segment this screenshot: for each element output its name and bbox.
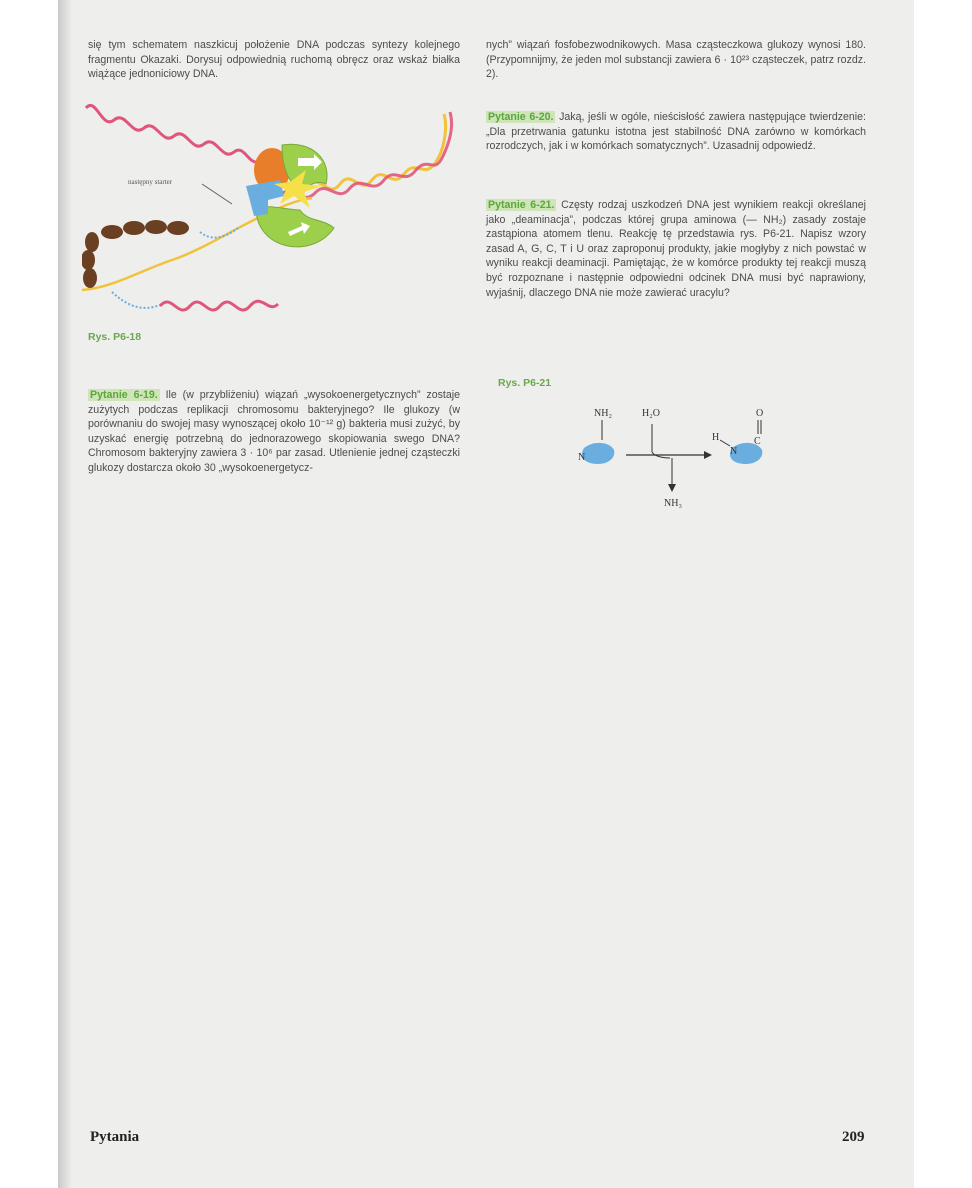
left-column-intro [88,38,460,82]
right-o: O [756,408,764,419]
blue-primer-dotted [112,292,160,308]
q19-label: Pytanie 6-19. [90,389,158,401]
footer-section-title: Pytania [90,1129,140,1145]
ammonia-arrowhead [668,484,676,492]
ammonia-label: NH₃ [664,498,682,509]
right-nh-bond [720,440,730,446]
water-label: H₂O [642,408,660,419]
question-6-20 [486,110,866,154]
right-h: H [712,432,720,443]
pink-strand-top [86,105,258,162]
question-6-21 [486,198,866,300]
left-nh2: NH₂ [594,408,612,419]
page-gutter-shadow [58,0,72,1188]
label-pointer [202,184,232,204]
intro-paragraph: się tym schematem naszkicuj położenie DNA podczas syntezy kolejnego fragmentu Okazaki. Dorysuj odpowiednią ruchomą obręcz oraz wskaż białka wiążące jednoniciowy DNA. [88,39,460,81]
q21-text: Częsty rodzaj uszkodzeń DNA jest wynikiem reakcji określanej jako „deaminacja”, podczas której grupa aminowa (— NH₂) zasady zostaje zastąpiona atomem tlenu. Reakcję tę przedstawia rys. P6-21. Napisz wzory zasad A, G, C, T i U oraz zaproponuj produkty, jakie mogłyby z nich powstać w wyniku reakcji deaminacji. Pamiętając, że w komórce produkty tej reakcji muszą być rozpoznane i następnie odpowiedni odcinek DNA musi być naprawiony, wyjaśnij, dlaczego DNA nie może zawierać uracylu? [486,199,866,299]
question-6-19 [88,388,460,476]
figure-p6-21-deamination [570,400,790,510]
pink-strand-bottom [160,301,278,310]
right-c: C [754,436,761,447]
figure-caption-p6-18: Rys. P6-18 [88,331,142,343]
figure-caption-p6-21: Rys. P6-21 [498,377,552,389]
left-n: N [578,452,586,463]
q19-text: Ile (w przybliżeniu) wiązań „wysokoenergetycznych” zostaje zużytych podczas replikacji chromosomu bakteryjnego? Ile glukozy (w porównaniu do swojej masy wynoszącej około 10⁻¹² g) bakteria musi zużyć, by uzyskać energię potrzebną do jednorazowego skopiowania swego DNA? Chromosom bakteryjny zawiera 3 · 10⁶ par zasad. Utlenienie jednej cząsteczki glukozy dostarcza około 30 „wysokoenergetycz- [88,389,460,474]
ssb-beads [82,220,189,288]
blue-primer-dotted-2 [200,228,238,238]
continuation-paragraph: nych” wiązań fosfobezwodnikowych. Masa cząsteczkowa glukozy wynosi 180. (Przypomnijmy, że jeden mol substancji zawiera 6 · 10²³ cząsteczek, patrz rozdz. 2). [486,39,866,81]
right-column-continuation [486,38,866,82]
page-number: 209 [842,1129,865,1145]
q21-label: Pytanie 6-21. [488,199,555,211]
next-primer-label: następny starter [128,178,173,186]
figure-p6-18 [82,100,462,332]
right-n: N [730,446,738,457]
q20-text: Jaką, jeśli w ogóle, nieścisłość zawiera następujące twierdzenie: „Dla przetrwania gatunku istotna jest stabilność DNA zarówno w komórkach rozrodczych, jak i w komórkach somatycznych”. Uzasadnij odpowiedź. [486,111,866,153]
q20-label: Pytanie 6-20. [488,111,554,123]
reaction-arrowhead [704,451,712,459]
